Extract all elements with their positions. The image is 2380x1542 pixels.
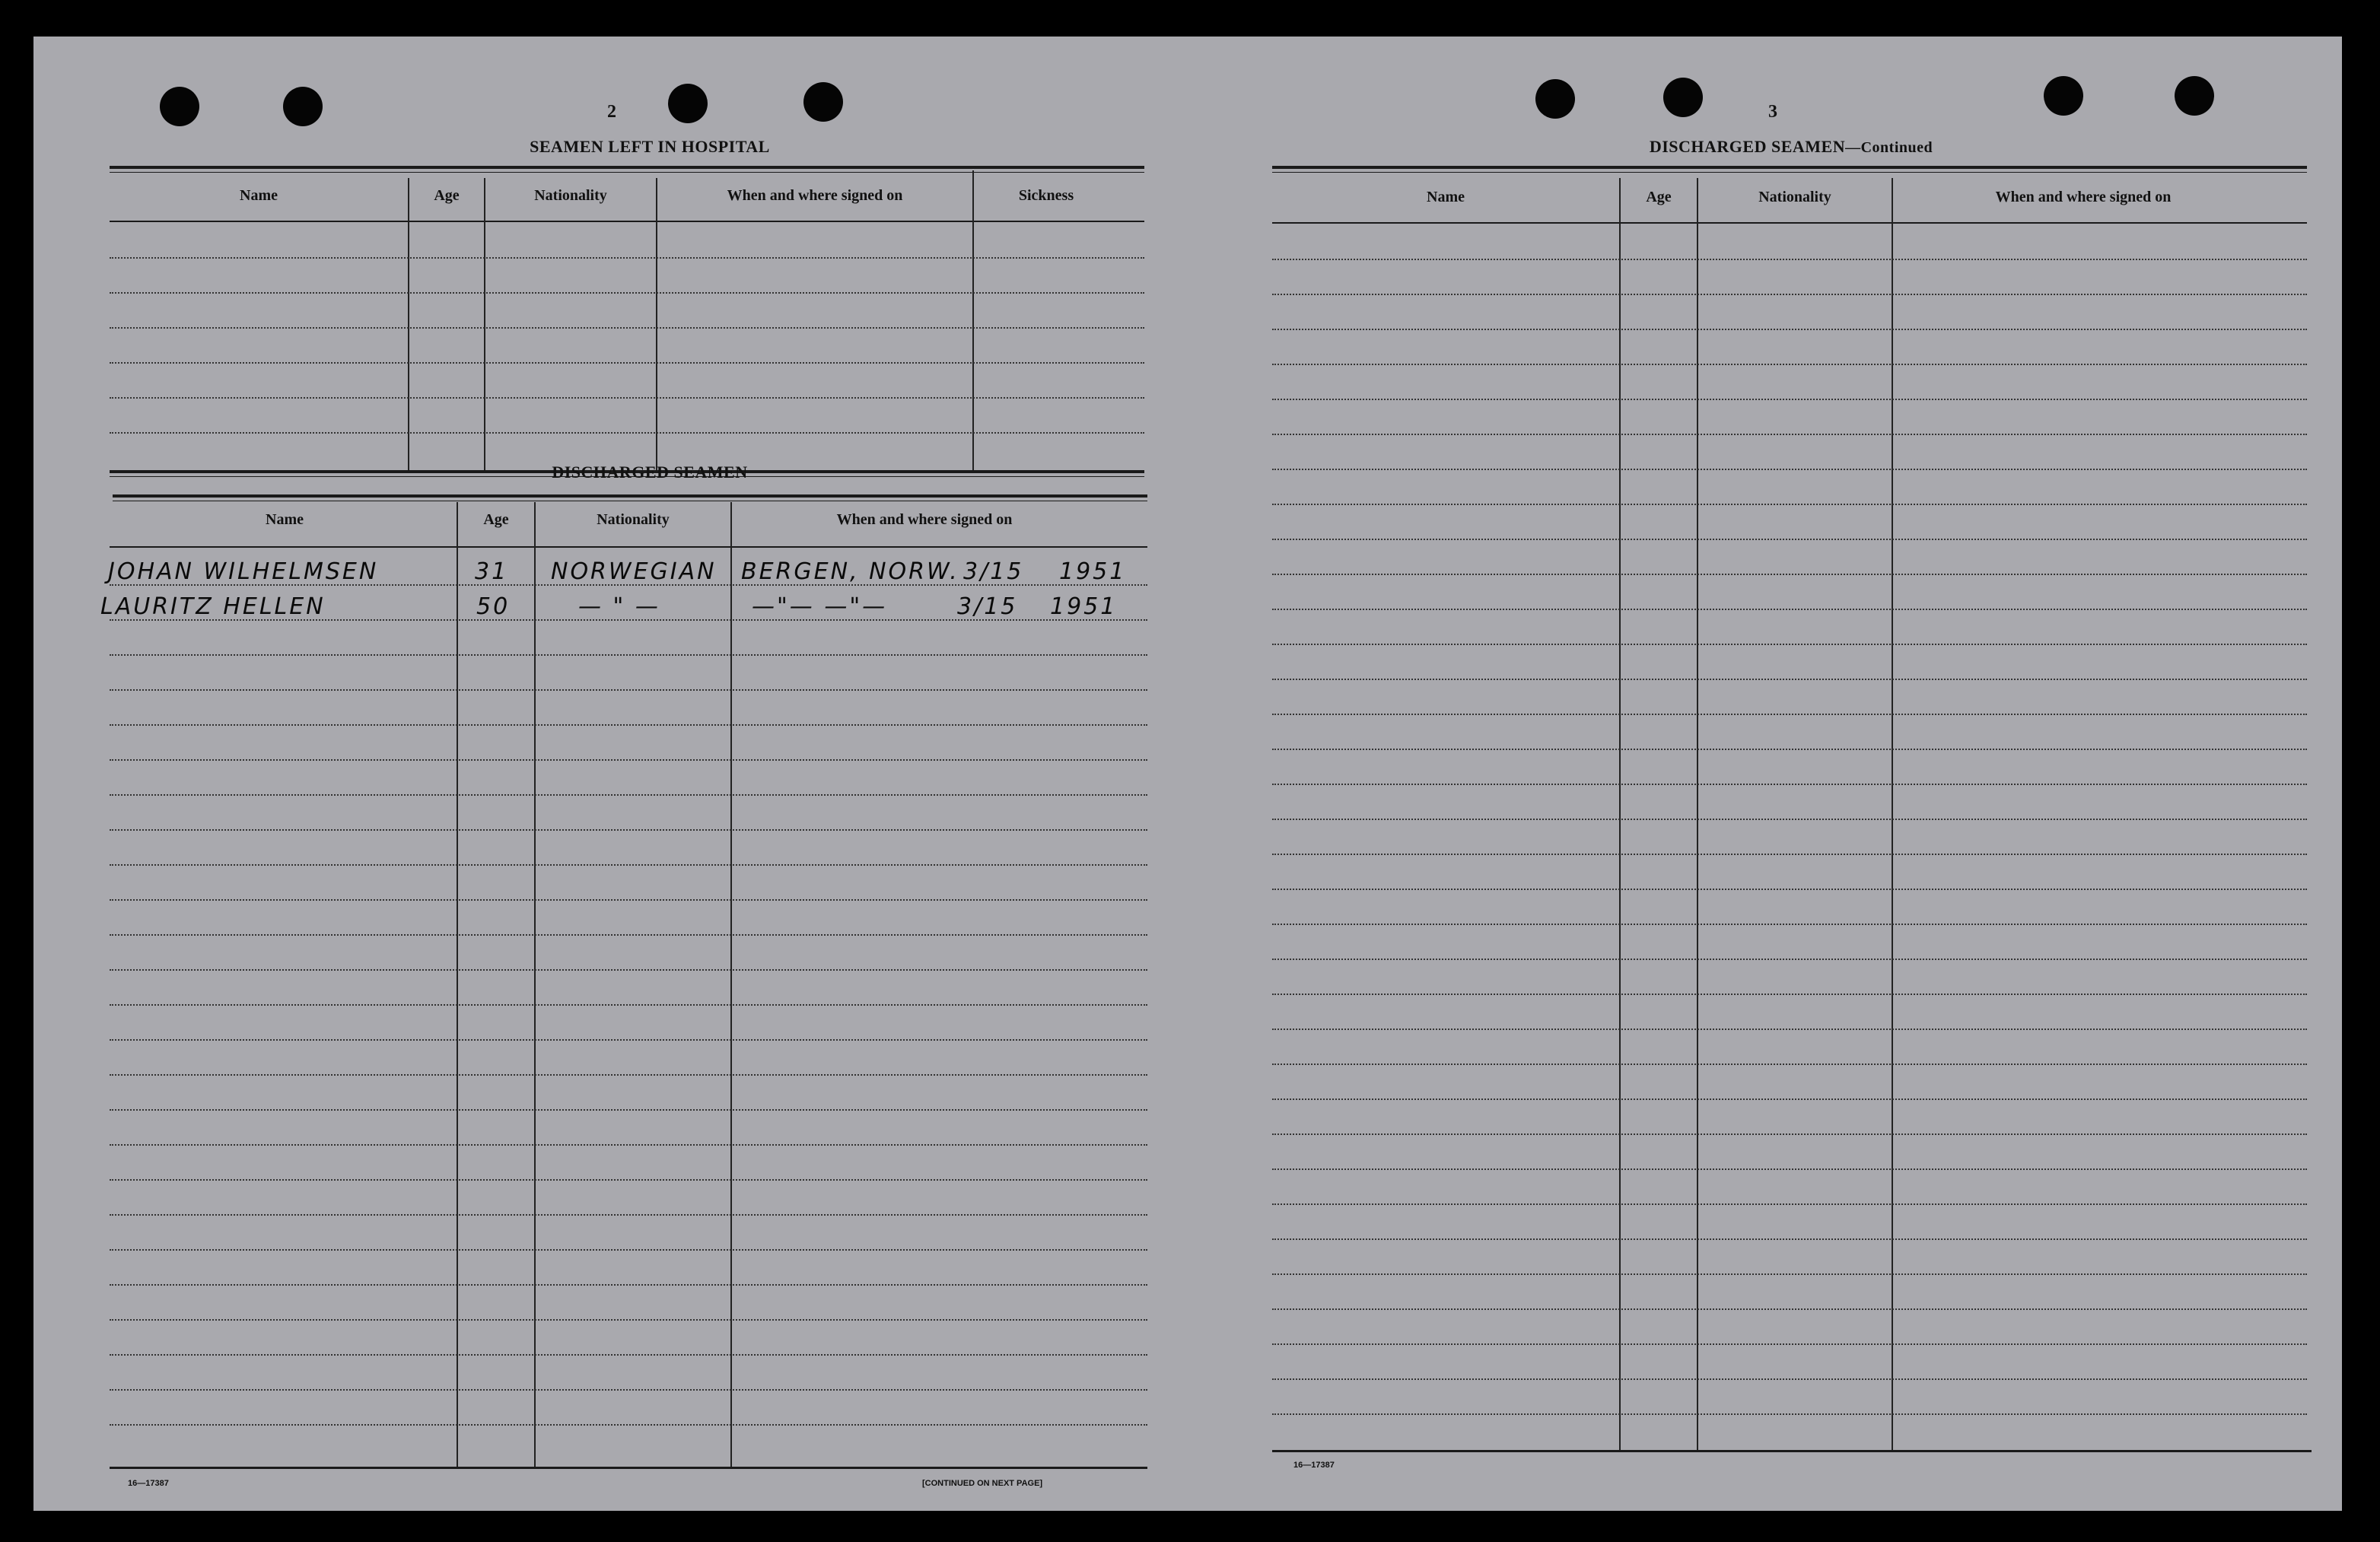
ruled-line [1272,819,2307,820]
ruled-line [1272,294,2307,295]
ruled-line [1272,1343,2307,1345]
punch-hole [803,82,843,122]
ruled-line [1272,1378,2307,1380]
ruled-line [1272,539,2307,540]
seaman-2-date: 3/15 [957,593,1018,620]
ruled-line [1272,1238,2307,1240]
right-bottom-rule [1272,1450,2312,1452]
ruled-line [110,362,1144,364]
ruled-line [110,1424,1147,1426]
right-col-divider [1697,178,1698,1451]
ruled-line [1272,924,2307,925]
ruled-line [110,689,1147,691]
ruled-line [110,1144,1147,1146]
discharged-section-title: DISCHARGED SEAMEN [552,463,748,482]
right-col-age: Age [1646,189,1672,205]
hospital-col-name: Name [240,187,278,204]
punch-hole [2175,76,2214,116]
ruled-line [110,327,1144,329]
ruled-line [110,899,1147,901]
ruled-line [1272,1133,2307,1135]
discharged-col-signed-on: When and where signed on [836,511,1013,528]
discharged-col-age: Age [483,511,509,528]
seaman-2-nationality: — " — [578,593,660,620]
ruled-line [1272,504,2307,505]
ruled-line [110,1214,1147,1216]
ruled-line [110,864,1147,866]
ruled-line [1272,364,2307,365]
ruled-line [1272,714,2307,715]
discharged-col-nationality: Nationality [597,511,670,528]
ruled-line [110,1319,1147,1321]
right-section-title [1525,137,2057,157]
discharged-top-rule [113,494,1147,498]
ruled-line [1272,574,2307,575]
ruled-line [110,759,1147,761]
continued-note: [CONTINUED ON NEXT PAGE] [922,1479,1043,1488]
right-top-rule-thin [1272,172,2307,173]
ruled-line [1272,399,2307,400]
hospital-section-title: SEAMEN LEFT IN HOSPITAL [530,137,770,156]
ruled-line [1272,1413,2307,1415]
punch-hole [160,87,199,126]
hospital-header-rule [110,221,1144,222]
ruled-line [110,1249,1147,1251]
ruled-line [1272,1064,2307,1065]
hospital-col-divider [972,170,974,470]
left-page-number: 2 [607,102,616,122]
punch-hole [2044,76,2083,116]
hospital-col-sickness: Sickness [1018,187,1074,204]
ruled-line [1272,1168,2307,1170]
ruled-line [110,1389,1147,1391]
discharged-col-divider [730,502,732,1468]
seaman-2-place: —"— —"— [752,593,888,620]
hospital-col-divider [484,178,485,470]
ruled-line [110,257,1144,259]
ruled-line [110,724,1147,726]
ruled-line [1272,1273,2307,1275]
ruled-line [110,397,1144,399]
ruled-line [110,654,1147,656]
hospital-col-age: Age [434,187,460,204]
ruled-line [1272,679,2307,680]
ruled-line [110,1039,1147,1041]
hospital-col-nationality: Nationality [534,187,607,204]
discharged-header-rule [110,546,1147,548]
ruled-line [1272,1098,2307,1100]
right-page-number: 3 [1768,102,1777,122]
ruled-line [110,969,1147,971]
ruled-line [1272,889,2307,890]
ruled-line [110,829,1147,831]
right-col-divider [1619,178,1621,1451]
punch-hole [668,84,708,123]
hospital-top-rule-thin [110,172,1144,173]
ruled-line [110,432,1144,434]
right-title-main: DISCHARGED SEAMEN [1649,137,1846,156]
ruled-line [110,934,1147,936]
ruled-line [110,1074,1147,1076]
right-header-rule [1272,222,2307,224]
seaman-1-date: 3/15 [963,558,1024,585]
punch-hole [283,87,323,126]
right-col-nationality: Nationality [1758,189,1831,205]
ruled-line [1272,1308,2307,1310]
ruled-line [110,794,1147,796]
ruled-line [1272,609,2307,610]
manifest-sheet [33,37,2342,1511]
ruled-line [110,1109,1147,1111]
hospital-col-divider [656,178,657,470]
hospital-col-signed-on: When and where signed on [727,187,903,204]
ruled-line [1272,1029,2307,1030]
discharged-col-name: Name [266,511,304,528]
right-col-signed-on: When and where signed on [1995,189,2172,205]
seaman-1-name: JOHAN WILHELMSEN [108,558,379,585]
seaman-1-place: BERGEN, NORW. [741,558,959,585]
ruled-line [1272,749,2307,750]
seaman-2-age: 50 [476,593,511,620]
seaman-2-year: 1951 [1050,593,1118,620]
ruled-line [110,1284,1147,1286]
ruled-line [1272,994,2307,995]
discharged-col-divider [534,502,536,1468]
ruled-line [110,1354,1147,1356]
left-form-number: 16—17387 [128,1479,169,1488]
ruled-line [1272,784,2307,785]
ruled-line [110,1004,1147,1006]
discharged-col-divider [457,502,458,1468]
seaman-1-year: 1951 [1059,558,1127,585]
punch-hole [1663,78,1703,117]
right-top-rule [1272,166,2307,169]
ruled-line [1272,644,2307,645]
right-col-name: Name [1427,189,1465,205]
ruled-line [110,1179,1147,1181]
right-form-number: 16—17387 [1293,1461,1335,1470]
ruled-line [110,292,1144,294]
right-col-divider [1892,178,1893,1451]
ruled-line [1272,854,2307,855]
seaman-1-age: 31 [475,558,509,585]
hospital-col-divider [408,178,409,470]
ruled-line [1272,434,2307,435]
hospital-top-rule [110,166,1144,169]
discharged-bottom-rule [110,1467,1147,1469]
ruled-line [1272,959,2307,960]
seaman-1-nationality: NORWEGIAN [551,558,717,585]
ruled-line [1272,329,2307,330]
ruled-line [1272,259,2307,260]
ruled-line [1272,469,2307,470]
punch-hole [1535,79,1575,119]
seaman-2-name: LAURITZ HELLEN [100,593,326,620]
ruled-line [1272,1203,2307,1205]
right-title-suffix: —Continued [1845,139,1933,156]
